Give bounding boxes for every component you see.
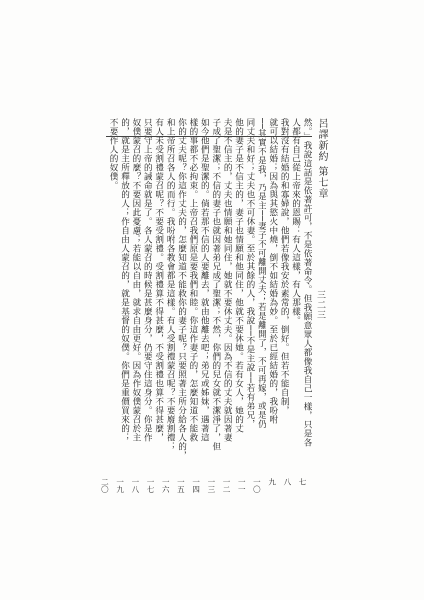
text-column: 的，就是主所釋放的人；作自由人蒙召的，就是基督的奴僕。你們是重價買來的； <box>119 118 130 442</box>
text-column: 夫是不信主的，丈夫也情願和她同住，她就不要休丈夫。因為不信的丈夫就因著妻 <box>222 118 233 442</box>
text-column: 同丈夫和好；丈夫也不可休妻。至於其餘的人，我說──不是主說──若有弟兄， <box>244 118 255 429</box>
text-column: 我對沒有結婚的和寡婦說，他們若像我安於素常的，倒好。但若不能自制， <box>279 118 290 415</box>
verse-number: 一八 <box>130 478 140 493</box>
verse-number: 一九 <box>115 478 125 493</box>
page-number: 三二三 <box>315 290 325 320</box>
text-column: 子成了聖潔；不信的妻子也就因著弟兄成了聖潔；不然，你們的兒女就不潔淨了，但 <box>210 118 221 451</box>
text-column: ──其實不是我，乃是主──妻子不可離開丈夫；若是離開了，不可再嫁，或是仍 <box>256 118 267 429</box>
verse-number: 一六 <box>161 478 171 493</box>
running-header: 呂譯新約 第七章 <box>316 118 327 200</box>
text-column: 你的丈夫呢？你這作丈夫的，怎麼知道不能救你的妻子呢？只要照著主所分給各人的， <box>176 118 187 460</box>
header-rule <box>106 136 312 137</box>
text-column: 只要守上帝的誡命就是了。各人蒙召的時候是甚麼身分，仍要守住這身分。你是作 <box>142 118 153 442</box>
text-column: 樣的事都不必拘束。上帝召我們原是要我們和睦。你這作妻子的，怎麼知道不能救 <box>187 118 198 442</box>
text-column: 人都有自己從上帝來的恩賜：有人這樣，有人那樣。 <box>290 118 301 325</box>
verse-number: 一〇 <box>252 478 262 493</box>
verse-number: 一四 <box>191 478 201 493</box>
text-column: 和上帝所召各人的而行。我吩咐各教會都是這樣。有人受割禮蒙召呢？不要廢割禮； <box>165 118 176 451</box>
text-column: 如今他們是聖潔的。倘若那不信的人要離去，就由他離去吧；弟兄或姊妹，遇著這 <box>199 118 210 442</box>
verse-number: 一三 <box>206 478 216 493</box>
verse-number: 九 <box>267 478 277 486</box>
text-column: 他的妻子是不信主的，妻子也情願和他同住，他就不要休她。若有女人，她的丈 <box>233 118 244 433</box>
verse-number: 八 <box>282 478 292 486</box>
verse-number: 七 <box>298 478 307 486</box>
verse-number: 一七 <box>146 478 155 493</box>
body-text <box>107 118 312 470</box>
text-column: 奴僕蒙召的麼？不要因此憂慮；若能以自由，就求自由更好。因為作奴僕蒙召於主 <box>130 118 141 442</box>
verse-number: 二〇 <box>100 478 110 493</box>
verse-number: 一一 <box>237 478 247 493</box>
text-column: 然。」我說這話是依著許可，不是依著命令。但我願意眾人都像我自己一樣，只是各 <box>302 118 312 447</box>
text-column: 不要作人的奴僕。 <box>108 118 119 190</box>
text-column: 有人未受割禮蒙召呢？不要受割禮。受割禮算不得甚麼，不受割禮也算不得甚麼， <box>153 118 164 442</box>
verse-number: 一五 <box>176 478 186 493</box>
verse-number: 一二 <box>222 478 231 493</box>
text-column: 就可以結婚；因為與其慾火中燒，倒不如結婚為妙。至於已經結婚的，我吩咐 <box>267 118 278 424</box>
